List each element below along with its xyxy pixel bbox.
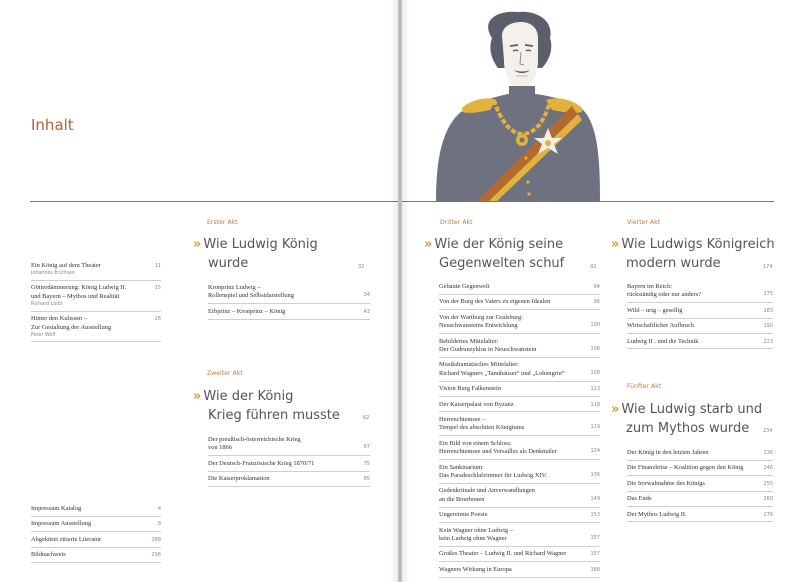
toc-entry-title: und Bayern – Mythos und Realität xyxy=(31,292,120,300)
toc-entry-title: Hinter den Kulissen – xyxy=(31,315,87,323)
toc-entry xyxy=(439,550,600,562)
toc-entry xyxy=(31,315,161,342)
toc-entry-page: 106 xyxy=(590,345,600,352)
toc-entry-title: Der König in den letzten Jahren xyxy=(627,449,709,456)
toc-entry-title: Erbprinz – Kronprinz – König xyxy=(208,307,286,315)
toc-entry-page: 75 xyxy=(363,460,370,467)
toc-entry xyxy=(439,464,600,484)
act-3-heading: » Wie der König seine Gegenwelten schuf xyxy=(424,237,565,271)
toc-entry-title: rückständig oder nur anders? xyxy=(627,291,701,299)
toc-entry-page: 246 xyxy=(763,465,773,472)
toc-entry-page: 260 xyxy=(763,496,773,503)
toc-entry-title: Der Mythos Ludwig II. xyxy=(627,510,687,518)
toc-entry xyxy=(627,511,773,523)
act-1-label: Erster Akt xyxy=(207,219,238,226)
toc-entry-title: Der Gudrunzyklus in Neuschwanstein xyxy=(439,345,537,353)
act-4-heading: » Wie Ludwigs Königreich modern wurde xyxy=(611,237,775,271)
toc-entry-title: Ludwig II . und die Technik xyxy=(627,337,699,345)
toc-entry-title: Großes Theater – Ludwig II. und Richard Wagner xyxy=(439,550,567,558)
toc-entry-page: 119 xyxy=(590,424,600,431)
toc-entry-title: Der preußisch-österreichische Krieg xyxy=(208,436,301,443)
toc-entry-page: 276 xyxy=(763,511,773,518)
toc-entry xyxy=(627,480,773,492)
toc-entry xyxy=(439,416,600,436)
act-2-toc xyxy=(208,436,370,491)
toc-entry xyxy=(439,338,600,358)
toc-entry-page: 153 xyxy=(590,512,600,519)
toc-entry-page: 190 xyxy=(763,323,773,330)
toc-entry-title: Das Paradeschlafzimmer für Ludwig XIV. xyxy=(439,471,547,479)
toc-entry xyxy=(439,401,600,413)
toc-entry xyxy=(439,298,600,310)
act-5-heading: » Wie Ludwig starb und zum Mythos wurde xyxy=(611,402,763,436)
toc-entry xyxy=(208,475,370,487)
toc-entry-title: Abgekürzt zitierte Literatur xyxy=(31,535,102,543)
toc-entry-author: Richard Loibl xyxy=(31,302,62,308)
act-1-page: 32 xyxy=(358,264,365,270)
toc-entry xyxy=(627,322,773,334)
toc-entry-title: Rollenspiel und Selbstdarstellung xyxy=(208,292,294,300)
toc-entry xyxy=(208,436,370,456)
act-5-label: Fünfter Akt xyxy=(627,383,662,390)
toc-entry xyxy=(31,551,161,563)
contents-title: Inhalt xyxy=(31,116,74,134)
toc-entry-page: 34 xyxy=(363,292,370,299)
toc-entry xyxy=(627,495,773,507)
toc-entry-page: 157 xyxy=(590,534,600,541)
toc-entry xyxy=(31,536,161,548)
act-2-label: Zweiter Akt xyxy=(207,370,243,377)
toc-entry-title: Die Kaiserproklamation xyxy=(208,475,270,483)
toc-entry-page: 85 xyxy=(363,476,370,483)
toc-entry-title: von 1866 xyxy=(208,444,232,452)
toc-entry-title: Kronprinz Ludwig – xyxy=(208,284,261,291)
toc-entry-title: Wirtschaftlicher Aufbruch xyxy=(627,322,694,330)
toc-entry xyxy=(31,520,161,532)
toc-entry-page: 43 xyxy=(363,308,370,315)
toc-entry-title: Das Ende xyxy=(627,495,652,503)
toc-entry-page: 236 xyxy=(763,450,773,456)
intro-toc xyxy=(31,262,161,346)
toc-entry-title: Impressum Katalog xyxy=(31,505,82,512)
toc-entry-title: Tempel des absoluten Königtums xyxy=(439,424,525,432)
toc-entry xyxy=(439,511,600,523)
appendix-toc xyxy=(31,505,161,567)
chevron-icon: » xyxy=(193,237,202,252)
act-5-toc xyxy=(627,449,773,526)
toc-entry xyxy=(208,460,370,472)
toc-entry-page: 124 xyxy=(590,448,600,455)
act-3-label: Dritter Akt xyxy=(440,219,473,226)
act-4-label: Vierter Akt xyxy=(627,219,661,226)
toc-entry-page: 8 xyxy=(157,521,161,528)
chevron-icon: » xyxy=(424,237,433,252)
toc-entry-title: Richard Wagners „Tannhäuser“ und „Lohengrin“ xyxy=(439,369,565,377)
toc-entry-title: Ein Sanktuarium: xyxy=(439,463,484,471)
toc-entry-page: 157 xyxy=(590,551,600,558)
toc-entry-page: 94 xyxy=(593,284,600,290)
toc-entry-title: Von der Burg des Vaters zu eigenen Idealen xyxy=(439,298,551,306)
king-ludwig-portrait xyxy=(432,8,604,202)
toc-entry xyxy=(439,283,600,295)
act-5-page: 234 xyxy=(763,428,773,434)
toc-entry-title: Der Kaiserpalast von Byzanz xyxy=(439,400,514,408)
act-1-heading: » Wie Ludwig König wurde xyxy=(193,237,318,271)
toc-entry-page: 96 xyxy=(593,299,600,306)
act-2-heading: » Wie der König Krieg führen musste xyxy=(193,389,340,423)
toc-entry xyxy=(627,464,773,476)
toc-entry-page: 175 xyxy=(763,291,773,298)
toc-entry xyxy=(439,440,600,460)
toc-entry xyxy=(627,307,773,319)
toc-entry-title: Ein Bild von einem Schloss: xyxy=(439,439,512,447)
toc-entry xyxy=(439,314,600,334)
toc-entry-title: an die Bourbonen xyxy=(439,495,485,503)
toc-entry-page: 108 xyxy=(590,369,600,376)
toc-entry xyxy=(31,262,161,281)
toc-entry xyxy=(627,283,773,303)
toc-entry-page: 136 xyxy=(590,471,600,478)
toc-entry-title: Bayern im Reich: xyxy=(627,283,673,290)
toc-entry-title: Vision Burg Falkenstein xyxy=(439,385,501,393)
toc-entry-title: Wagners Wirkung in Europa xyxy=(439,565,512,573)
toc-entry-title: Gedenkrituale und Anverwandlungen xyxy=(439,487,535,495)
toc-entry-author: Johannes Erichsen xyxy=(31,271,75,277)
toc-entry xyxy=(439,361,600,381)
toc-entry-page: 15 xyxy=(154,285,161,292)
toc-entry-page: 4 xyxy=(157,506,161,512)
toc-entry xyxy=(627,338,773,350)
toc-entry xyxy=(208,308,370,320)
toc-entry-title: Musikdramatisches Mittelalter: xyxy=(439,361,520,369)
divider-rule-left xyxy=(30,201,398,202)
toc-entry-page: 168 xyxy=(590,566,600,573)
toc-entry-title: Ungereimte Poesie xyxy=(439,511,488,519)
toc-entry-title: Gebaute Gegenwelt xyxy=(439,283,490,290)
toc-entry-page: 26 xyxy=(154,316,161,323)
toc-entry-page: 223 xyxy=(763,338,773,345)
toc-entry-title: kein Ludwig ohne Wagner xyxy=(439,534,507,542)
chevron-icon: » xyxy=(611,237,620,252)
divider-rule-right xyxy=(402,201,774,202)
toc-entry-page: 255 xyxy=(763,480,773,487)
act-4-toc xyxy=(627,283,773,353)
act-2-page: 62 xyxy=(363,415,370,421)
toc-entry-title: Wild – urig – gesellig xyxy=(627,306,683,314)
toc-entry-title: Herrenchiemsee und Versailles als Denkmäler xyxy=(439,448,557,456)
toc-entry xyxy=(439,566,600,578)
toc-entry-page: 288 xyxy=(151,536,161,543)
toc-entry-page: 149 xyxy=(590,495,600,502)
toc-entry-title: Die Irrewahnahme des Königs xyxy=(627,479,705,487)
toc-entry-title: Bildnachweis xyxy=(31,551,66,559)
toc-entry-title: Ein König auf dem Theater xyxy=(31,262,101,269)
toc-entry xyxy=(208,284,370,304)
toc-entry xyxy=(627,449,773,461)
toc-entry xyxy=(439,527,600,547)
toc-entry-title: Von der Wartburg zur Gralsburg: xyxy=(439,313,523,321)
toc-entry-title: Götterdämmerung: König Ludwig II. xyxy=(31,284,127,292)
toc-entry xyxy=(439,487,600,507)
toc-entry xyxy=(31,284,161,311)
toc-entry xyxy=(439,385,600,397)
toc-entry-title: Der Deutsch-Französische Krieg 1870/71 xyxy=(208,459,315,467)
toc-entry-title: Impressum Ausstellung xyxy=(31,520,92,528)
toc-entry-title: Die Finanzkrise – Koalition gegen den König xyxy=(627,464,744,472)
toc-entry-title: Bebildertes Mittelalter: xyxy=(439,337,499,345)
act-4-page: 174 xyxy=(763,264,773,270)
toc-entry-title: Herrenchiemsee – xyxy=(439,415,486,423)
chevron-icon: » xyxy=(193,389,202,404)
toc-entry-page: 183 xyxy=(763,307,773,314)
toc-entry-page: 100 xyxy=(590,322,600,329)
toc-entry-page: 118 xyxy=(590,401,600,408)
chevron-icon: » xyxy=(611,402,620,417)
act-3-toc xyxy=(439,283,600,581)
act-3-page: 92 xyxy=(590,264,597,270)
toc-entry-page: 11 xyxy=(154,263,161,269)
toc-entry-page: 113 xyxy=(590,386,600,393)
toc-entry-page: 296 xyxy=(151,552,161,559)
toc-entry-title: Kein Wagner ohne Ludwig – xyxy=(439,526,513,534)
toc-entry-page: 67 xyxy=(363,444,370,451)
toc-entry-title: Neuschwansteins Entwicklung xyxy=(439,322,518,330)
toc-entry xyxy=(31,505,161,517)
toc-entry-title: Zur Gestaltung der Ausstellung xyxy=(31,323,112,331)
act-1-toc xyxy=(208,284,370,323)
toc-entry-author: Peter Wolf xyxy=(31,333,56,338)
